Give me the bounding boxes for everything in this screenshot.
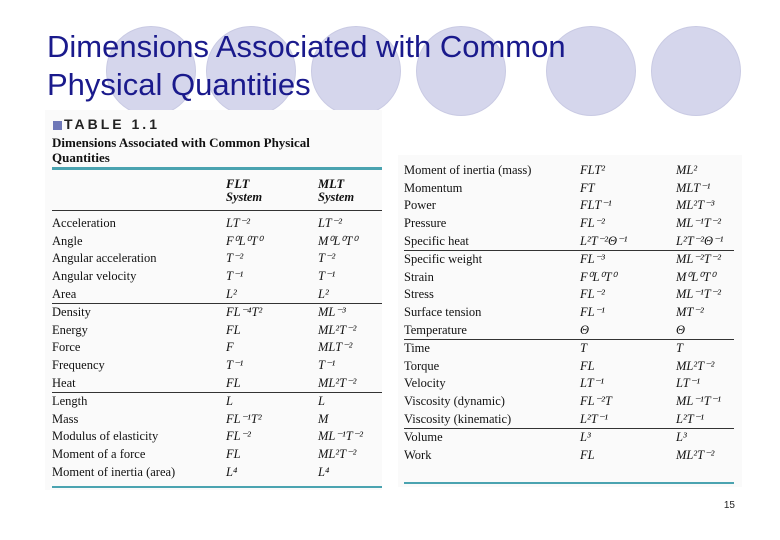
flt-cell: FL xyxy=(226,322,241,337)
flt-cell: T⁻² xyxy=(226,251,244,266)
quantity-cell: Moment of inertia (mass) xyxy=(404,163,532,178)
quantity-cell: Frequency xyxy=(52,358,105,373)
mlt-cell: ML²T⁻² xyxy=(318,375,357,390)
table-row xyxy=(52,339,382,357)
table-row xyxy=(52,392,382,410)
table-row xyxy=(52,411,382,429)
flt-cell: L⁴ xyxy=(226,464,238,479)
mlt-cell: L² xyxy=(318,286,329,301)
quantity-cell: Power xyxy=(404,198,436,213)
quantity-cell: Moment of inertia (area) xyxy=(52,464,176,479)
page-number: 15 xyxy=(723,500,735,511)
table-row xyxy=(404,304,734,322)
table-label: TABLE 1.1 xyxy=(64,116,160,132)
table-row xyxy=(52,215,382,233)
table-right-footer-rule xyxy=(404,482,734,484)
quantity-cell: Volume xyxy=(404,428,580,446)
quantity-cell: Acceleration xyxy=(52,216,116,231)
mlt-cell: M xyxy=(318,411,329,426)
quantity-cell: Specific heat xyxy=(404,233,469,248)
mlt-cell: Θ xyxy=(676,322,686,337)
quantity-cell: Stress xyxy=(404,287,434,302)
mlt-cell: MT⁻² xyxy=(676,305,704,320)
mlt-cell: ML⁻¹T⁻¹ xyxy=(676,394,722,409)
mlt-cell: LT⁻¹ xyxy=(676,376,700,391)
mlt-cell: ML² xyxy=(676,163,698,178)
flt-cell: L³ xyxy=(580,428,676,446)
flt-cell: L²T⁻²Θ⁻¹ xyxy=(580,233,628,248)
flt-cell: FT xyxy=(580,180,595,195)
mlt-cell: ML²T⁻² xyxy=(676,447,715,462)
quantity-cell: Time xyxy=(404,339,580,357)
table-row xyxy=(52,446,382,464)
quantity-cell: Torque xyxy=(404,358,440,373)
quantity-cell: Work xyxy=(404,447,432,462)
quantity-cell: Momentum xyxy=(404,180,463,195)
mlt-cell: ML⁻¹T⁻² xyxy=(676,216,722,231)
table-row xyxy=(404,447,734,465)
flt-cell: FL⁻⁴T² xyxy=(226,303,318,321)
title-line-1: Dimensions Associated with Common xyxy=(47,29,566,64)
flt-cell: FL xyxy=(580,447,595,462)
flt-cell: FL⁻² xyxy=(226,429,251,444)
table-footer-rule xyxy=(52,486,382,488)
title-line-2: Physical Quantities xyxy=(47,67,311,102)
table-row xyxy=(52,250,382,268)
table-row xyxy=(52,303,382,321)
mlt-cell: ML²T⁻² xyxy=(318,447,357,462)
quantity-cell: Modulus of elasticity xyxy=(52,429,159,444)
flt-cell: FL⁻² xyxy=(580,287,605,302)
quantity-cell: Viscosity (kinematic) xyxy=(404,411,512,426)
quantity-cell: Angular velocity xyxy=(52,269,137,284)
col-header-mlt xyxy=(318,178,354,204)
quantity-cell: Force xyxy=(52,340,81,355)
quantity-cell: Density xyxy=(52,303,226,321)
col-header-mlt-line1: MLT xyxy=(318,177,345,191)
table-row xyxy=(404,215,734,233)
table-row xyxy=(404,286,734,304)
flt-cell: L xyxy=(226,392,318,410)
mlt-cell: ML⁻²T⁻² xyxy=(676,250,734,268)
flt-cell: FLT⁻¹ xyxy=(580,198,612,213)
flt-cell: F⁰L⁰T⁰ xyxy=(226,233,263,248)
flt-cell: T⁻¹ xyxy=(226,269,244,284)
mlt-cell: L⁴ xyxy=(318,464,330,479)
flt-cell: T⁻¹ xyxy=(226,358,244,373)
quantity-cell: Temperature xyxy=(404,322,467,337)
table-row xyxy=(52,322,382,340)
flt-cell: L²T⁻¹ xyxy=(580,411,608,426)
table-row xyxy=(52,268,382,286)
col-header-flt-line2: System xyxy=(226,190,263,204)
quantity-cell: Area xyxy=(52,286,77,301)
flt-cell: FL xyxy=(580,358,595,373)
col-header-flt-line1: FLT xyxy=(226,177,250,191)
quantity-cell: Viscosity (dynamic) xyxy=(404,394,505,409)
col-header-flt xyxy=(226,178,262,204)
dimensions-table-left xyxy=(52,215,382,481)
mlt-cell: MLT⁻¹ xyxy=(676,180,711,195)
quantity-cell: Energy xyxy=(52,322,88,337)
table-row xyxy=(404,232,734,250)
table-row xyxy=(52,374,382,392)
table-row xyxy=(404,375,734,393)
header-divider xyxy=(52,210,382,211)
quantity-cell: Velocity xyxy=(404,376,446,391)
table-row xyxy=(404,250,734,268)
flt-cell: L² xyxy=(226,286,237,301)
quantity-cell: Angular acceleration xyxy=(52,251,157,266)
slide-title xyxy=(47,28,566,104)
quantity-cell: Strain xyxy=(404,269,434,284)
bullet-square-icon xyxy=(53,121,62,130)
flt-cell: FL xyxy=(226,447,241,462)
table-row xyxy=(404,393,734,411)
mlt-cell: L³ xyxy=(676,428,734,446)
flt-cell: LT⁻¹ xyxy=(580,376,604,391)
mlt-cell: LT⁻² xyxy=(318,216,342,231)
quantity-cell: Specific weight xyxy=(404,250,580,268)
quantity-cell: Pressure xyxy=(404,216,447,231)
quantity-cell: Moment of a force xyxy=(52,447,146,462)
decor-circle xyxy=(645,20,747,122)
mlt-cell: M⁰L⁰T⁰ xyxy=(676,269,716,284)
table-row xyxy=(52,233,382,251)
dimensions-table-right xyxy=(404,162,734,464)
mlt-cell: T⁻¹ xyxy=(318,269,336,284)
table-row xyxy=(52,463,382,481)
mlt-cell: M⁰L⁰T⁰ xyxy=(318,233,358,248)
table-row xyxy=(404,339,734,357)
flt-cell: F xyxy=(226,340,234,355)
flt-cell: T xyxy=(580,339,676,357)
flt-cell: FL⁻² xyxy=(580,216,605,231)
flt-cell: FL⁻²T xyxy=(580,394,612,409)
table-row xyxy=(404,180,734,198)
mlt-cell: L xyxy=(318,392,382,410)
table-header-rule xyxy=(52,167,382,170)
quantity-cell: Mass xyxy=(52,411,79,426)
mlt-cell: ML²T⁻² xyxy=(676,358,715,373)
table-row xyxy=(404,162,734,180)
mlt-cell: ML²T⁻² xyxy=(318,322,357,337)
col-header-mlt-line2: System xyxy=(318,190,355,204)
mlt-cell: T xyxy=(676,339,734,357)
table-row xyxy=(52,357,382,375)
table-title: Dimensions Associated with Common Physical Quantities xyxy=(52,135,310,165)
quantity-cell: Length xyxy=(52,392,226,410)
mlt-cell: ML⁻¹T⁻² xyxy=(318,429,364,444)
flt-cell: F⁰L⁰T⁰ xyxy=(580,269,617,284)
mlt-cell: MLT⁻² xyxy=(318,340,353,355)
flt-cell: FL⁻¹ xyxy=(580,305,605,320)
table-row xyxy=(404,358,734,376)
flt-cell: LT⁻² xyxy=(226,216,250,231)
mlt-cell: ML⁻¹T⁻² xyxy=(676,287,722,302)
quantity-cell: Heat xyxy=(52,375,76,390)
mlt-cell: ML²T⁻³ xyxy=(676,198,715,213)
table-row xyxy=(404,321,734,339)
mlt-cell: T⁻¹ xyxy=(318,358,336,373)
mlt-cell: L²T⁻¹ xyxy=(676,411,704,426)
mlt-cell: T⁻² xyxy=(318,251,336,266)
table-row xyxy=(52,428,382,446)
quantity-cell: Angle xyxy=(52,233,83,248)
flt-cell: FLT² xyxy=(580,163,606,178)
table-row xyxy=(52,285,382,303)
table-row xyxy=(404,410,734,428)
table-row xyxy=(404,269,734,287)
flt-cell: FL⁻³ xyxy=(580,250,676,268)
table-row xyxy=(404,428,734,446)
flt-cell: FL xyxy=(226,375,241,390)
table-row xyxy=(404,197,734,215)
mlt-cell: L²T⁻²Θ⁻¹ xyxy=(676,233,724,248)
mlt-cell: ML⁻³ xyxy=(318,303,382,321)
quantity-cell: Surface tension xyxy=(404,305,482,320)
flt-cell: FL⁻¹T² xyxy=(226,411,262,426)
flt-cell: Θ xyxy=(580,322,590,337)
